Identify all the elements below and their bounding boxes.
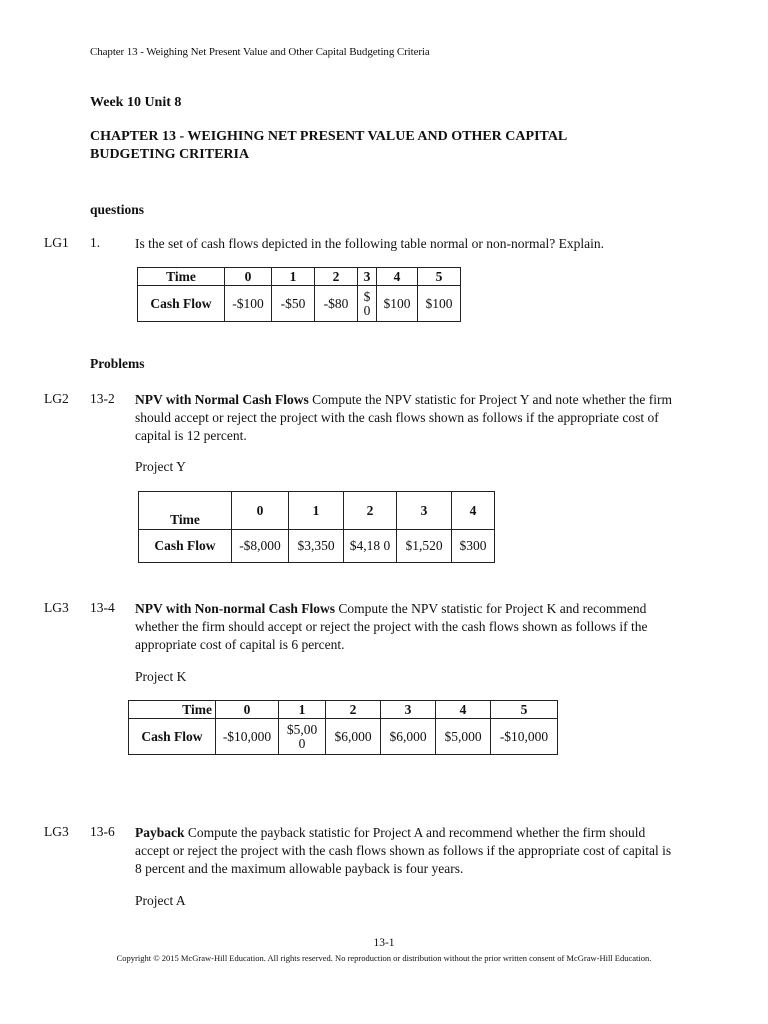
table-cell: 4 xyxy=(377,268,418,286)
p2-number: 13-2 xyxy=(90,391,115,406)
table-cell: 5 xyxy=(418,268,461,286)
table-cell: 3 xyxy=(397,492,452,530)
p2-project-label: Project Y xyxy=(135,459,186,474)
page-number: 13-1 xyxy=(373,937,395,949)
p4-lg-label: LG3 xyxy=(44,600,69,615)
p6-paragraph xyxy=(135,824,680,878)
table-row xyxy=(138,286,461,322)
questions-heading: questions xyxy=(90,202,145,217)
p4-number: 13-4 xyxy=(90,600,115,615)
table-cell: -$8,000 xyxy=(232,530,289,563)
table-cell: $1,520 xyxy=(397,530,452,563)
table-row xyxy=(139,492,495,530)
table-cell: Cash Flow xyxy=(129,719,216,755)
table-cell: 4 xyxy=(436,701,491,719)
p2-paragraph xyxy=(135,391,680,445)
week-unit-heading: Week 10 Unit 8 xyxy=(90,95,182,110)
table-cell: 1 xyxy=(272,268,315,286)
table-row xyxy=(139,530,495,563)
table-cell: Time xyxy=(129,701,216,719)
table-cell: Cash Flow xyxy=(138,286,225,322)
table-cell: $ 0 xyxy=(358,286,377,322)
table-cell: $5,00 0 xyxy=(279,719,326,755)
p6-number: 13-6 xyxy=(90,824,115,839)
table-cell: Cash Flow xyxy=(139,530,232,563)
table-cell: 0 xyxy=(225,268,272,286)
table-cell: -$10,000 xyxy=(216,719,279,755)
table-cell: -$80 xyxy=(315,286,358,322)
table-cell: $6,000 xyxy=(326,719,381,755)
table-cell: 2 xyxy=(344,492,397,530)
p6-lg-label: LG3 xyxy=(44,824,69,839)
table-cell: $100 xyxy=(418,286,461,322)
table-cell: 2 xyxy=(326,701,381,719)
table-cell: -$100 xyxy=(225,286,272,322)
table-cell: 0 xyxy=(216,701,279,719)
q1-text: Is the set of cash flows depicted in the following table normal or non-normal? Explain. xyxy=(135,236,604,251)
p6-project-label: Project A xyxy=(135,893,186,908)
p2-title: NPV with Normal Cash Flows xyxy=(135,392,309,407)
table-cell: 5 xyxy=(491,701,558,719)
table-cell: -$10,000 xyxy=(491,719,558,755)
p6-text: Compute the payback statistic for Project A and recommend whether the firm should accept or reject the project with the cash flows shown as follows if the appropriate cost of capital is 8 percent and the maximum allowable payback is four years. xyxy=(135,825,672,876)
p4-paragraph xyxy=(135,600,680,654)
table-cell: -$50 xyxy=(272,286,315,322)
p4-title: NPV with Non-normal Cash Flows xyxy=(135,601,336,616)
p4-cash-flow-table xyxy=(128,700,558,755)
table-cell: 3 xyxy=(358,268,377,286)
q1-cash-flow-table xyxy=(137,267,461,322)
p6-title: Payback xyxy=(135,825,185,840)
chapter-title: CHAPTER 13 - WEIGHING NET PRESENT VALUE AND OTHER CAPITAL BUDGETING CRITERIA xyxy=(90,129,567,162)
table-cell: 2 xyxy=(315,268,358,286)
p2-lg-label: LG2 xyxy=(44,391,69,406)
table-cell: 1 xyxy=(279,701,326,719)
p2-cash-flow-table xyxy=(138,491,495,563)
table-cell: 0 xyxy=(232,492,289,530)
table-cell: Time xyxy=(139,492,232,530)
q1-number: 1. xyxy=(90,235,101,250)
table-cell: 4 xyxy=(452,492,495,530)
table-row xyxy=(138,268,461,286)
table-row xyxy=(129,701,558,719)
table-cell: Time xyxy=(138,268,225,286)
table-cell: $300 xyxy=(452,530,495,563)
p2-text: Compute the NPV statistic for Project Y and note whether the firm should accept or reject the project with the cash flows shown as follows if the appropriate cost of capital is 12 percent. xyxy=(135,392,672,443)
running-head: Chapter 13 - Weighing Net Present Value and Other Capital Budgeting Criteria xyxy=(90,46,430,58)
p4-project-label: Project K xyxy=(135,669,187,684)
table-cell: 1 xyxy=(289,492,344,530)
table-cell: $4,18 0 xyxy=(344,530,397,563)
table-cell: $100 xyxy=(377,286,418,322)
table-cell: $5,000 xyxy=(436,719,491,755)
table-row xyxy=(129,719,558,755)
q1-lg-label: LG1 xyxy=(44,235,69,250)
copyright-notice: Copyright © 2015 McGraw-Hill Education. All rights reserved. No reproduction or distribution without the prior written consent of McGraw-Hill Education. xyxy=(116,953,652,963)
problems-heading: Problems xyxy=(90,356,145,371)
p4-text: Compute the NPV statistic for Project K and recommend whether the firm should accept or reject the project with the cash flows shown as follows if the appropriate cost of capital is 6 percent. xyxy=(135,601,648,652)
table-cell: 3 xyxy=(381,701,436,719)
table-cell: $3,350 xyxy=(289,530,344,563)
table-cell: $6,000 xyxy=(381,719,436,755)
